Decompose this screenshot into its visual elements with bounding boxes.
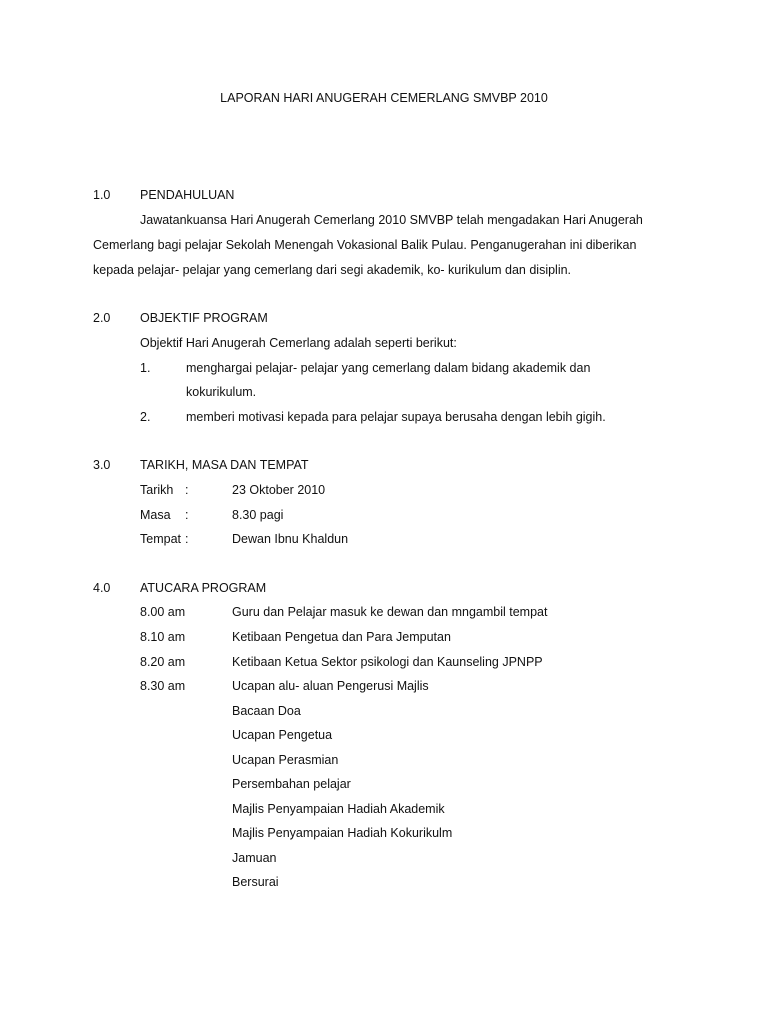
agenda-item: Guru dan Pelajar masuk ke dewan dan mngambil tempat xyxy=(232,605,548,619)
section-2-heading: OBJEKTIF PROGRAM xyxy=(140,311,268,325)
tempat-colon: : xyxy=(185,532,189,546)
section-1-text-line: Jawatankuansa Hari Anugerah Cemerlang 2010 SMVBP telah mengadakan Hari Anugerah xyxy=(140,213,643,227)
section-4-heading: ATUCARA PROGRAM xyxy=(140,581,267,595)
agenda-item: Ketibaan Ketua Sektor psikologi dan Kaunseling JPNPP xyxy=(232,655,543,669)
objective-1-text-cont: kokurikulum. xyxy=(186,385,257,399)
agenda-item: Bersurai xyxy=(232,875,279,889)
objective-2-text: memberi motivasi kepada para pelajar supaya berusaha dengan lebih gigih. xyxy=(186,410,606,424)
tempat-label: Tempat xyxy=(140,532,181,546)
section-1-text-line: Cemerlang bagi pelajar Sekolah Menengah Vokasional Balik Pulau. Penganugerahan ini diberikan xyxy=(93,238,637,252)
agenda-time: 8.00 am xyxy=(140,605,186,619)
tarikh-value: 23 Oktober 2010 xyxy=(232,483,326,497)
objective-1-text: menghargai pelajar- pelajar yang cemerlang dalam bidang akademik dan xyxy=(186,361,591,375)
agenda-item: Majlis Penyampaian Hadiah Akademik xyxy=(232,802,445,816)
agenda-item: Jamuan xyxy=(232,851,277,865)
masa-label: Masa xyxy=(140,508,171,522)
agenda-item: Ucapan alu- aluan Pengerusi Majlis xyxy=(232,679,429,693)
tarikh-colon: : xyxy=(185,483,189,497)
section-3-heading: TARIKH, MASA DAN TEMPAT xyxy=(140,458,309,472)
agenda-time: 8.30 am xyxy=(140,679,186,693)
section-1-text-line: kepada pelajar- pelajar yang cemerlang dari segi akademik, ko- kurikulum dan disiplin. xyxy=(93,263,572,277)
objective-2-number: 2. xyxy=(140,410,151,424)
document-title: LAPORAN HARI ANUGERAH CEMERLANG SMVBP 2010 xyxy=(220,91,548,105)
agenda-time: 8.20 am xyxy=(140,655,186,669)
agenda-item: Persembahan pelajar xyxy=(232,777,351,791)
tempat-value: Dewan Ibnu Khaldun xyxy=(232,532,349,546)
agenda-item: Majlis Penyampaian Hadiah Kokurikulm xyxy=(232,826,453,840)
objective-1-number: 1. xyxy=(140,361,151,375)
section-1-heading: PENDAHULUAN xyxy=(140,188,235,202)
section-1-number: 1.0 xyxy=(93,188,111,202)
section-3-number: 3.0 xyxy=(93,458,111,472)
agenda-item: Ucapan Perasmian xyxy=(232,753,339,767)
masa-colon: : xyxy=(185,508,189,522)
agenda-item: Bacaan Doa xyxy=(232,704,301,718)
agenda-item: Ucapan Pengetua xyxy=(232,728,333,742)
tarikh-label: Tarikh xyxy=(140,483,174,497)
masa-value: 8.30 pagi xyxy=(232,508,284,522)
section-4-number: 4.0 xyxy=(93,581,111,595)
section-2-intro: Objektif Hari Anugerah Cemerlang adalah seperti berikut: xyxy=(140,336,457,350)
agenda-time: 8.10 am xyxy=(140,630,186,644)
section-2-number: 2.0 xyxy=(93,311,111,325)
agenda-item: Ketibaan Pengetua dan Para Jemputan xyxy=(232,630,451,644)
